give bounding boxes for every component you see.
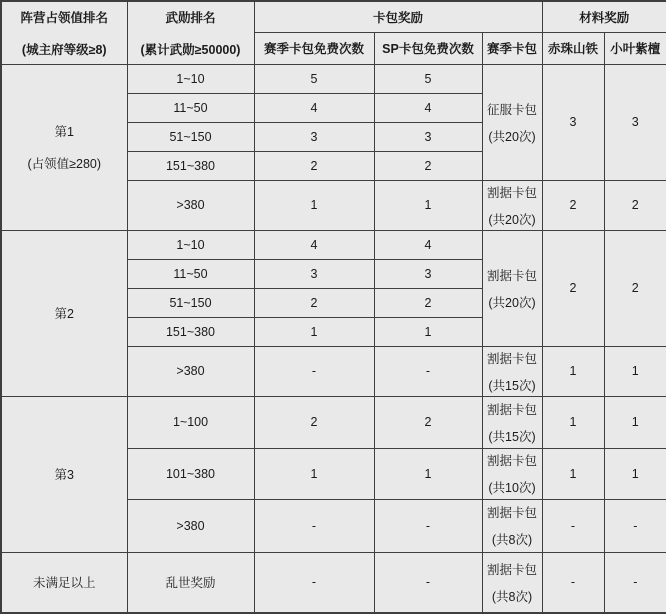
sandalwood-cell: 1 [604,396,666,448]
rank-note: (占领值≥280) [27,157,102,171]
season-free-cell: - [254,552,374,613]
season-pack-cell [482,346,542,396]
header-sp-card-free: SP卡包免费次数 [374,32,482,64]
sp-free-cell: 4 [374,93,482,122]
pack-name: 割据卡包 [487,562,538,577]
rank-cell [1,64,127,230]
merit-range-cell: 1~10 [127,64,254,93]
season-pack-cell [482,64,542,180]
sandalwood-cell: - [604,552,666,613]
rank-cell: 第2 [1,230,127,396]
iron-cell: 2 [542,180,604,230]
pack-name: 割据卡包 [487,268,538,283]
season-free-cell: 3 [254,122,374,151]
merit-range-cell: >380 [127,180,254,230]
season-free-cell: 1 [254,317,374,346]
header-merit-rank-title: 武勋排名 [165,10,216,25]
sp-free-cell: 1 [374,317,482,346]
season-pack-cell [482,180,542,230]
table-row [1,230,666,259]
season-pack-cell [482,448,542,499]
header-card-rewards-group: 卡包奖励 [254,1,542,32]
season-free-cell: 4 [254,230,374,259]
sp-free-cell: - [374,499,482,552]
season-free-cell: 1 [254,448,374,499]
sp-free-cell: 2 [374,396,482,448]
sandalwood-cell: 2 [604,230,666,346]
season-free-cell: 4 [254,93,374,122]
iron-cell: - [542,499,604,552]
header-small-leaf-sandalwood: 小叶紫檀 [604,32,666,64]
header-faction-rank-note: (城主府等级≥8) [21,42,107,57]
pack-count: (共15次) [488,378,536,393]
pack-count: (共8次) [491,533,533,547]
pack-count: (共20次) [488,212,536,227]
season-pack-cell [482,552,542,613]
merit-range-cell: 51~150 [127,122,254,151]
merit-range-cell: 51~150 [127,288,254,317]
header-merit-rank-note: (累计武勋≥50000) [140,42,241,57]
sp-free-cell: - [374,552,482,613]
header-material-rewards-group: 材料奖励 [542,1,666,32]
header-merit-rank [127,1,254,64]
pack-count: (共15次) [488,429,536,444]
merit-range-cell: 101~380 [127,448,254,499]
merit-range-cell: 151~380 [127,317,254,346]
rank-label: 第1 [54,125,74,139]
header-season-card-free: 赛季卡包免费次数 [254,32,374,64]
merit-range-cell: 1~10 [127,230,254,259]
iron-cell: 1 [542,448,604,499]
iron-cell: 1 [542,346,604,396]
pack-count: (共20次) [488,129,536,144]
sp-free-cell: - [374,346,482,396]
season-free-cell: 2 [254,288,374,317]
header-faction-rank-title: 阵营占领值排名 [20,10,108,25]
sp-free-cell: 2 [374,151,482,180]
season-free-cell: - [254,346,374,396]
pack-name: 割据卡包 [487,351,538,366]
season-pack-cell [482,499,542,552]
season-pack-cell [482,396,542,448]
rank-cell: 第3 [1,396,127,552]
table-row [1,64,666,93]
sandalwood-cell: 2 [604,180,666,230]
pack-name: 割据卡包 [487,506,538,520]
season-free-cell: 2 [254,151,374,180]
merit-range-cell: 1~100 [127,396,254,448]
header-faction-rank [1,1,127,64]
merit-range-cell: >380 [127,346,254,396]
sp-free-cell: 3 [374,259,482,288]
sandalwood-cell: 3 [604,64,666,180]
sp-free-cell: 2 [374,288,482,317]
iron-cell: 3 [542,64,604,180]
merit-range-cell: 11~50 [127,259,254,288]
pack-name: 割据卡包 [487,185,538,200]
sp-free-cell: 1 [374,448,482,499]
rank-cell: 未满足以上 [1,552,127,613]
pack-name: 征服卡包 [487,102,538,117]
pack-name: 割据卡包 [487,402,538,417]
merit-range-cell: 151~380 [127,151,254,180]
sp-free-cell: 4 [374,230,482,259]
header-red-pearl-iron: 赤珠山铁 [542,32,604,64]
iron-cell: - [542,552,604,613]
merit-range-cell: 11~50 [127,93,254,122]
pack-name: 割据卡包 [487,454,538,468]
season-free-cell: - [254,499,374,552]
sp-free-cell: 1 [374,180,482,230]
iron-cell: 1 [542,396,604,448]
sandalwood-cell: 1 [604,448,666,499]
sp-free-cell: 5 [374,64,482,93]
pack-count: (共8次) [491,589,533,604]
sandalwood-cell: - [604,499,666,552]
season-free-cell: 5 [254,64,374,93]
season-free-cell: 3 [254,259,374,288]
table-row [1,396,666,448]
merit-range-cell: 乱世奖励 [127,552,254,613]
season-free-cell: 2 [254,396,374,448]
season-pack-cell [482,230,542,346]
table-row [1,552,666,613]
sandalwood-cell: 1 [604,346,666,396]
merit-range-cell: >380 [127,499,254,552]
season-free-cell: 1 [254,180,374,230]
sp-free-cell: 3 [374,122,482,151]
pack-count: (共10次) [488,481,536,495]
iron-cell: 2 [542,230,604,346]
pack-count: (共20次) [488,295,536,310]
header-season-card-pack: 赛季卡包 [482,32,542,64]
